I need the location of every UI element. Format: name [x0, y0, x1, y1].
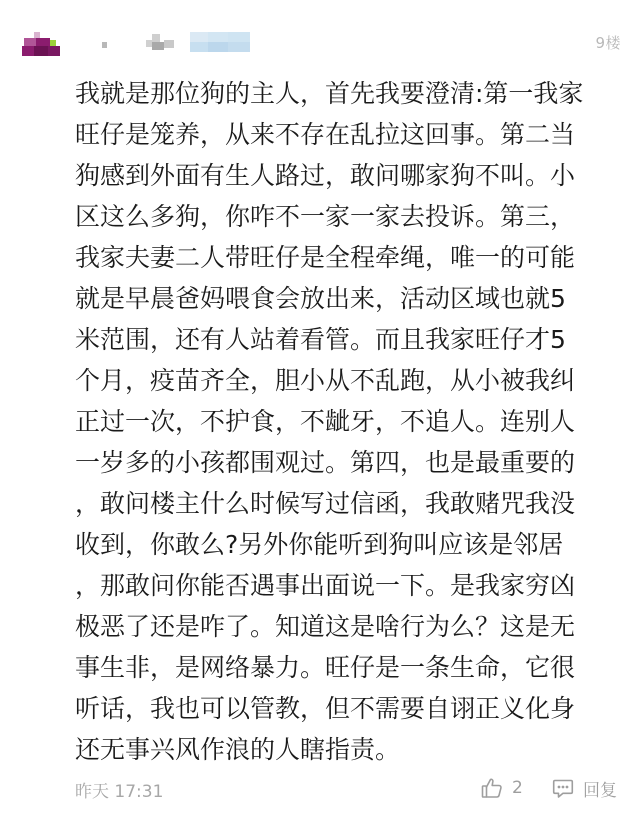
comment-text-line: 收到，你敢么?另外你能听到狗叫应该是邻居: [75, 530, 564, 559]
avatar[interactable]: [22, 32, 62, 56]
comment-text-line: 个月，疫苗齐全，胆小从不乱跑，从小被我纠: [75, 366, 576, 395]
comment-footer: [0, 770, 641, 810]
like-count: 2: [512, 778, 523, 798]
reply-button[interactable]: [551, 774, 617, 802]
comment-text-line: 还无事兴风作浪的人瞎指责。: [75, 735, 401, 764]
speech-bubble-icon: [551, 776, 575, 800]
comment-text-line: ，敢问楼主什么时候写过信函，我敢赌咒我没: [75, 489, 576, 518]
comment-text-line: 事生非，是网络暴力。旺仔是一条生命，它很: [75, 653, 576, 682]
comment-text-line: 旺仔是笼养，从来不存在乱拉这回事。第二当: [75, 120, 576, 149]
comment-text-line: 极恶了还是咋了。知道这是啥行为么？这是无: [75, 612, 576, 641]
thumbs-up-icon: [480, 776, 504, 800]
comment-text-line: 我就是那位狗的主人，首先我要澄清:第一我家: [75, 79, 584, 108]
like-button[interactable]: [480, 774, 523, 802]
comment-text-line: 我家夫妻二人带旺仔是全程牵绳，唯一的可能: [75, 243, 576, 272]
comment-text-line: 米范围，还有人站着看管。而且我家旺仔才5: [75, 325, 566, 354]
timestamp: 昨天 17:31: [75, 782, 164, 802]
comment-text-line: 区这么多狗，你咋不一家一家去投诉。第三，: [75, 202, 576, 231]
comment-text-line: 一岁多的小孩都围观过。第四，也是最重要的: [75, 448, 576, 477]
comment-text-line: 就是早晨爸妈喂食会放出来，活动区域也就5: [75, 284, 566, 313]
comment-text-line: ，那敢问你能否遇事出面说一下。是我家穷凶: [75, 571, 576, 600]
reply-label: 回复: [583, 780, 617, 801]
comment-text-line: 正过一次，不护食，不龇牙，不追人。连别人: [75, 407, 576, 436]
comment-text-line: 狗感到外面有生人路过，敢问哪家狗不叫。小: [75, 161, 576, 190]
floor-number: 9楼: [595, 34, 621, 52]
username-redacted[interactable]: [96, 28, 266, 54]
comment-body: [75, 73, 615, 770]
comment-header: [0, 0, 641, 64]
comment-text-line: 听话，我也可以管教，但不需要自诩正义化身: [75, 694, 576, 723]
